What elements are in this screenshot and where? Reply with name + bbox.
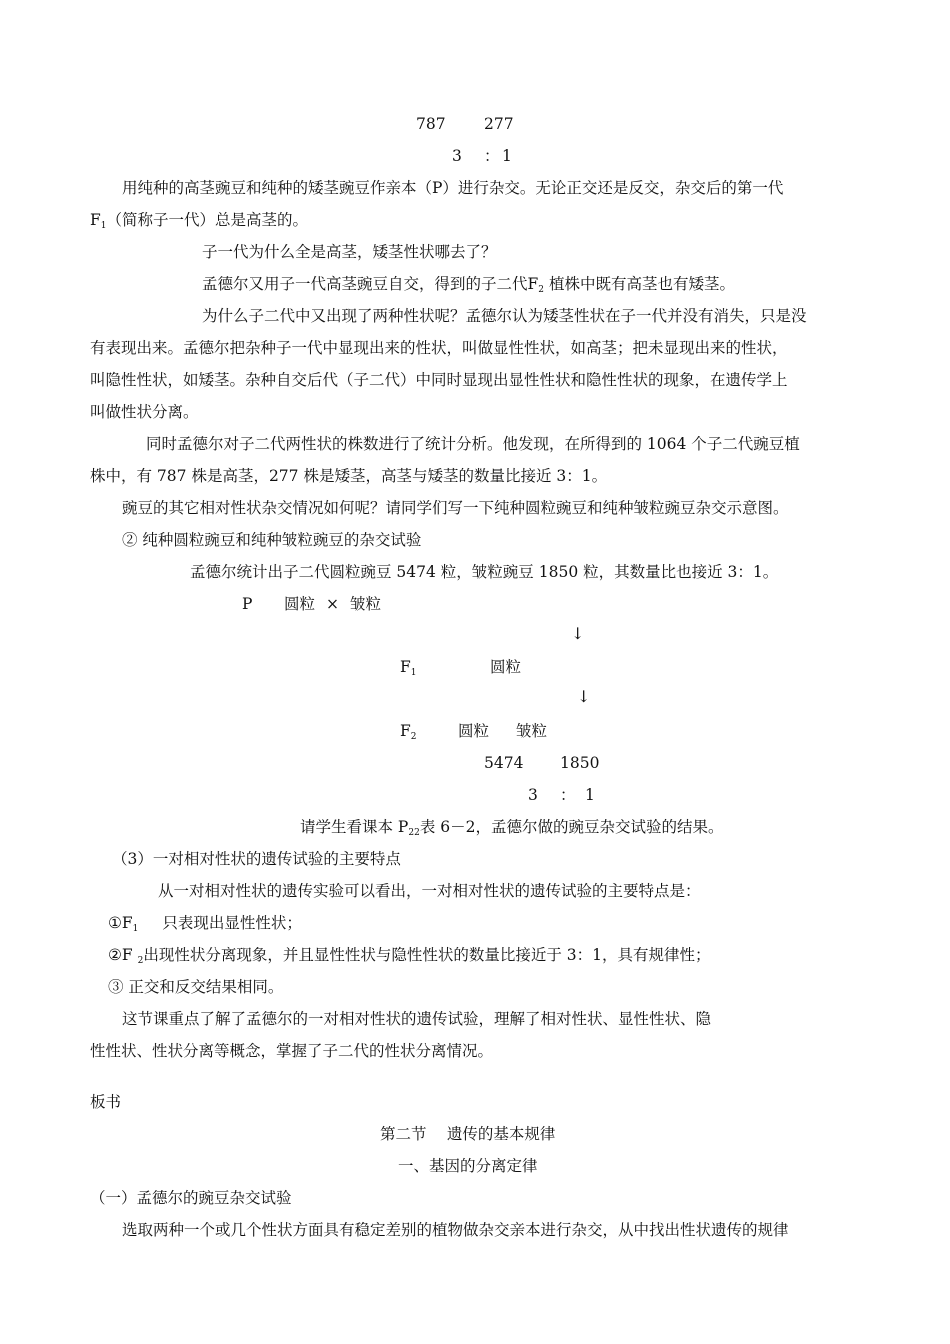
diagram-p-label: P	[242, 595, 253, 613]
f2-subscript: 2	[538, 285, 545, 295]
down-arrow-icon: ↓	[571, 624, 585, 643]
board-label: 板书	[90, 1093, 122, 1111]
f2-sub: 2	[410, 732, 417, 742]
diagram-p-left: 圆粒	[284, 595, 316, 613]
textbook-post: 表 6－2，孟德尔做的豌豆杂交试验的结果。	[419, 818, 724, 836]
diagram-count-right: 1850	[560, 754, 600, 772]
board-subheading: 一、基因的分离定律	[398, 1157, 538, 1175]
count-dwarf: 277	[484, 115, 514, 133]
feature1-sub: 1	[132, 924, 139, 934]
para2-post: 植株中既有高茎也有矮茎。	[544, 275, 735, 293]
para3-line4: 叫做性状分离。	[90, 403, 199, 421]
summary-line1: 这节课重点了解了孟德尔的一对相对性状的遗传试验，理解了相对性状、显性性状、隐	[122, 1010, 712, 1028]
diagram-p-right: 皱粒	[350, 595, 382, 613]
para1-line2-text: （简称子一代）总是高茎的。	[106, 211, 309, 229]
f1-letter: F	[400, 658, 411, 676]
textbook-page-sub: 22	[408, 828, 420, 838]
summary-line2: 性性状、性状分离等概念，掌握了子二代的性状分离情况。	[90, 1042, 494, 1060]
diagram-ratio-right: 1	[585, 786, 595, 804]
ratio-right: 1	[502, 147, 512, 165]
para3-line3: 叫隐性性状，如矮茎。杂种自交后代（子二代）中同时显现出显性性状和隐性性状的现象，在遗传学上	[90, 371, 788, 389]
feature2-post: 出现性状分离现象，并且显性性状与隐性性状的数量比接近于 3：1，具有规律性；	[143, 946, 711, 964]
para4-line2: 株中，有 787 株是高茎，277 株是矮茎，高茎与矮茎的数量比接近 3：1。	[90, 467, 608, 485]
diagram-f2-right: 皱粒	[516, 722, 548, 740]
question-1: 子一代为什么全是高茎，矮茎性状哪去了？	[202, 243, 497, 261]
count-tall: 787	[416, 115, 446, 133]
diagram-ratio-colon: ：	[560, 786, 576, 804]
f1-subscript: 1	[100, 221, 107, 231]
para3-line2: 有表现出来。孟德尔把杂种子一代中显现出来的性状，叫做显性性状，如高茎；把未显现出来的性状，	[90, 339, 788, 357]
f1-sub: 1	[410, 668, 417, 678]
para3-line1: 为什么子二代中又出现了两种性状呢？孟德尔认为矮茎性状在子一代并没有消失，只是没	[202, 307, 807, 325]
section3-intro: 从一对相对性状的遗传实验可以看出，一对相对性状的遗传试验的主要特点是：	[158, 882, 701, 900]
ratio-left: 3	[452, 147, 462, 165]
feature-3: ③ 正交和反交结果相同。	[108, 978, 284, 996]
diagram-f1-value: 圆粒	[490, 658, 522, 676]
feature2-sub: 2	[137, 956, 144, 966]
section3-title: （3）一对相对性状的遗传试验的主要特点	[112, 850, 401, 868]
f1-symbol: F	[90, 211, 101, 229]
f2-symbol: F	[527, 275, 539, 293]
board-item1: （一）孟德尔的豌豆杂交试验	[90, 1189, 292, 1207]
ratio-colon: ：	[484, 147, 500, 165]
para1-line1: 用纯种的高茎豌豆和纯种的矮茎豌豆作亲本（P）进行杂交。无论正交还是反交，杂交后的第一代	[122, 179, 784, 197]
diagram-f2-left: 圆粒	[458, 722, 490, 740]
item2-stat: 孟德尔统计出子二代圆粒豌豆 5474 粒，皱粒豌豆 1850 粒，其数量比也接近 3：1。	[190, 563, 779, 581]
para2	[202, 274, 735, 300]
item2-title: ② 纯种圆粒豌豆和纯种皱粒豌豆的杂交试验	[122, 531, 422, 549]
textbook-pre: 请学生看课本 P	[300, 818, 409, 836]
para2-pre: 孟德尔又用子一代高茎豌豆自交，得到的子二代	[202, 275, 528, 293]
para4-line1: 同时孟德尔对子二代两性状的株数进行了统计分析。他发现，在所得到的 1064 个子二代豌豆植	[146, 435, 800, 453]
feature1-post: 只表现出显性性状；	[162, 914, 302, 932]
down-arrow-icon: ↓	[577, 687, 591, 706]
para1-line2	[90, 210, 308, 236]
diagram-cross-symbol: ×	[326, 595, 339, 613]
feature-1	[108, 913, 302, 939]
para5: 豌豆的其它相对性状杂交情况如何呢？请同学们写一下纯种圆粒豌豆和纯种皱粒豌豆杂交示意图。	[122, 499, 789, 517]
feature-2	[108, 945, 710, 971]
diagram-f1-label	[400, 657, 417, 683]
diagram-count-left: 5474	[484, 754, 524, 772]
feature2-pre: ②F	[108, 946, 138, 964]
board-heading: 第二节 遗传的基本规律	[380, 1125, 556, 1143]
f2-letter: F	[400, 722, 411, 740]
board-text: 选取两种一个或几个性状方面具有稳定差别的植物做杂交亲本进行杂交，从中找出性状遗传的规律	[122, 1221, 789, 1239]
feature1-pre: ①F	[108, 914, 133, 932]
diagram-ratio-left: 3	[528, 786, 538, 804]
textbook-reference	[300, 817, 723, 843]
diagram-f2-label	[400, 721, 417, 747]
